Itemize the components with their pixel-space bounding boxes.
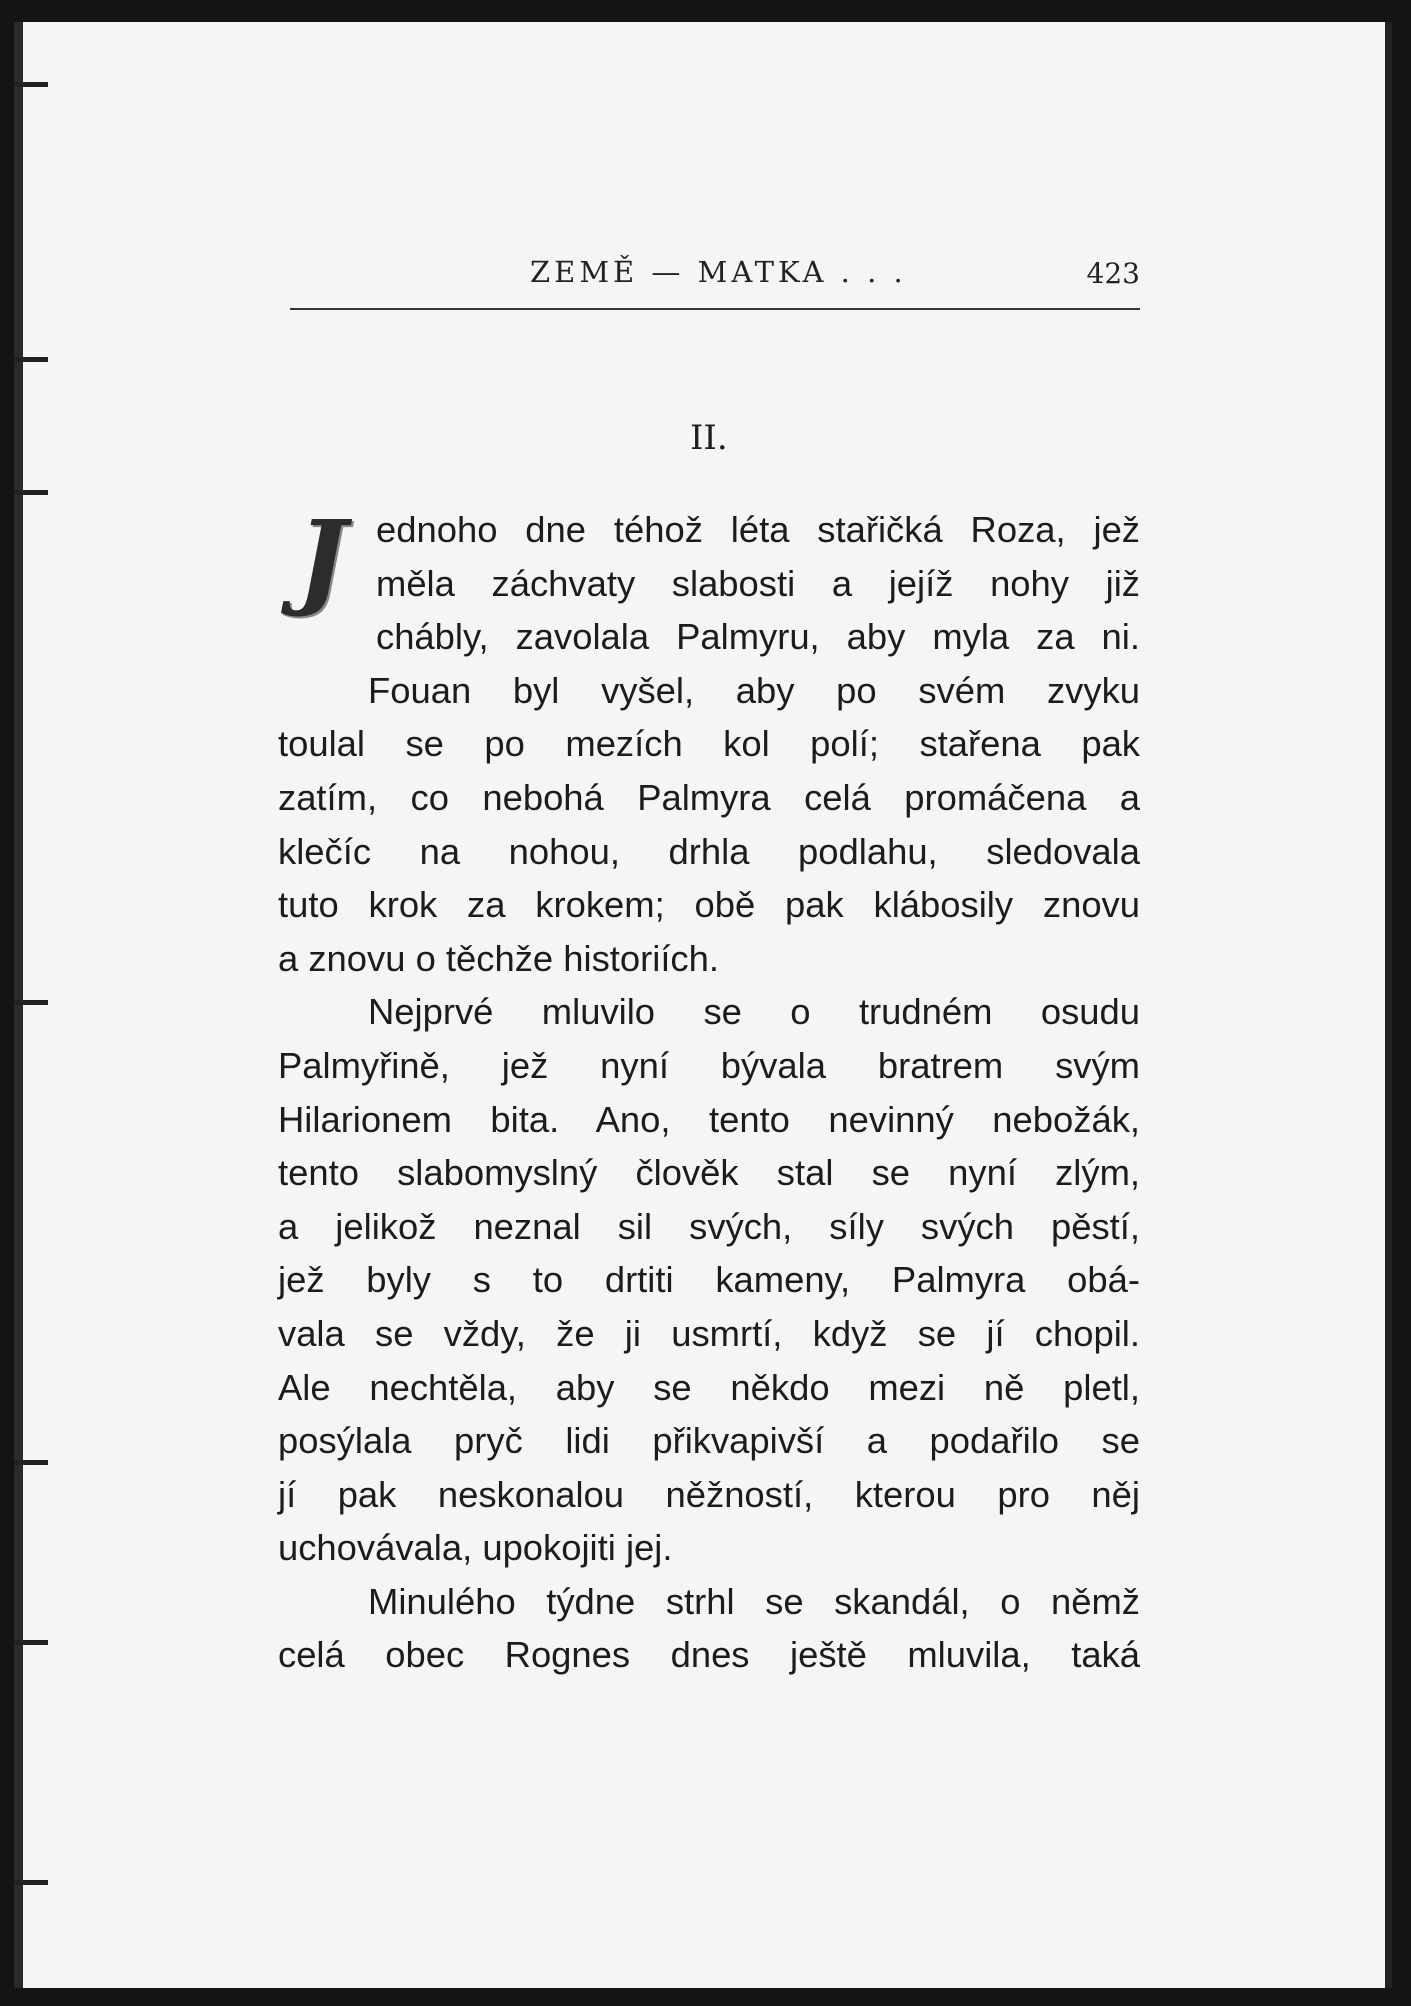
text-line: vala se vždy, že ji usmrtí, když se jí chopil. — [278, 1312, 1140, 1354]
running-title: ZEMĚ — MATKA . . . — [530, 255, 907, 289]
text-line: Hilarionem bita. Ano, tento nevinný nebožák, — [278, 1098, 1140, 1140]
text-line: a jelikož neznal sil svých, síly svých pěstí, — [278, 1205, 1140, 1247]
binding-mark — [14, 82, 48, 87]
text-line: uchovávala, upokojiti jej. — [278, 1527, 673, 1569]
page-header — [280, 255, 1140, 300]
paragraph — [278, 985, 1140, 1575]
text-line: ednoho dne téhož léta stařičká Roza, jež — [376, 509, 1140, 550]
text-line: posýlala pryč lidi přikvapivší a podařilo se — [278, 1420, 1140, 1462]
section-number: II. — [690, 418, 728, 458]
text-line: toulal se po mezích kol polí; stařena pak — [278, 723, 1140, 765]
text-line: tento slabomyslný člověk stal se nyní zlým, — [278, 1152, 1140, 1194]
binding-mark — [14, 357, 48, 362]
binding-mark — [14, 1460, 48, 1465]
page-number: 423 — [1086, 257, 1140, 290]
text-line: Fouan byl vyšel, aby po svém zvyku — [368, 669, 1140, 711]
binding-mark — [14, 1000, 48, 1005]
binding-edge — [14, 22, 50, 1988]
paragraph — [278, 1575, 1140, 1682]
text-line: Minulého týdne strhl se skandál, o němž — [368, 1580, 1140, 1622]
text-line: měla záchvaty slabosti a jejíž nohy již — [376, 562, 1140, 604]
text-line: Ale nechtěla, aby se někdo mezi ně pletl, — [278, 1366, 1140, 1408]
text-line: tuto krok za krokem; obě pak klábosily znovu — [278, 884, 1140, 926]
drop-cap: J — [297, 497, 347, 620]
text-line: chábly, zavolala Palmyru, aby myla za ni. — [376, 616, 1140, 658]
body-text — [278, 497, 1140, 1682]
binding-mark — [14, 490, 48, 495]
drop-cap-ornament — [278, 497, 366, 620]
header-rule — [290, 308, 1140, 310]
text-line: klečíc na nohou, drhla podlahu, sledovala — [278, 830, 1140, 872]
text-line: a znovu o těchže historiích. — [278, 937, 719, 979]
text-line: Nejprvé mluvilo se o trudném osudu — [368, 991, 1140, 1033]
paragraph — [278, 497, 1140, 664]
paragraph — [278, 664, 1140, 986]
text-line: jež byly s to drtiti kameny, Palmyra obá- — [278, 1259, 1140, 1301]
page-edge — [1374, 22, 1392, 1988]
binding-mark — [14, 1640, 48, 1645]
binding-mark — [14, 1880, 48, 1885]
text-line: celá obec Rognes dnes ještě mluvila, taká — [278, 1634, 1140, 1676]
text-line: jí pak neskonalou něžností, kterou pro něj — [278, 1473, 1140, 1515]
text-line: zatím, co nebohá Palmyra celá promáčena a — [278, 776, 1140, 818]
text-line: Palmyřině, jež nyní bývala bratrem svým — [278, 1044, 1140, 1086]
